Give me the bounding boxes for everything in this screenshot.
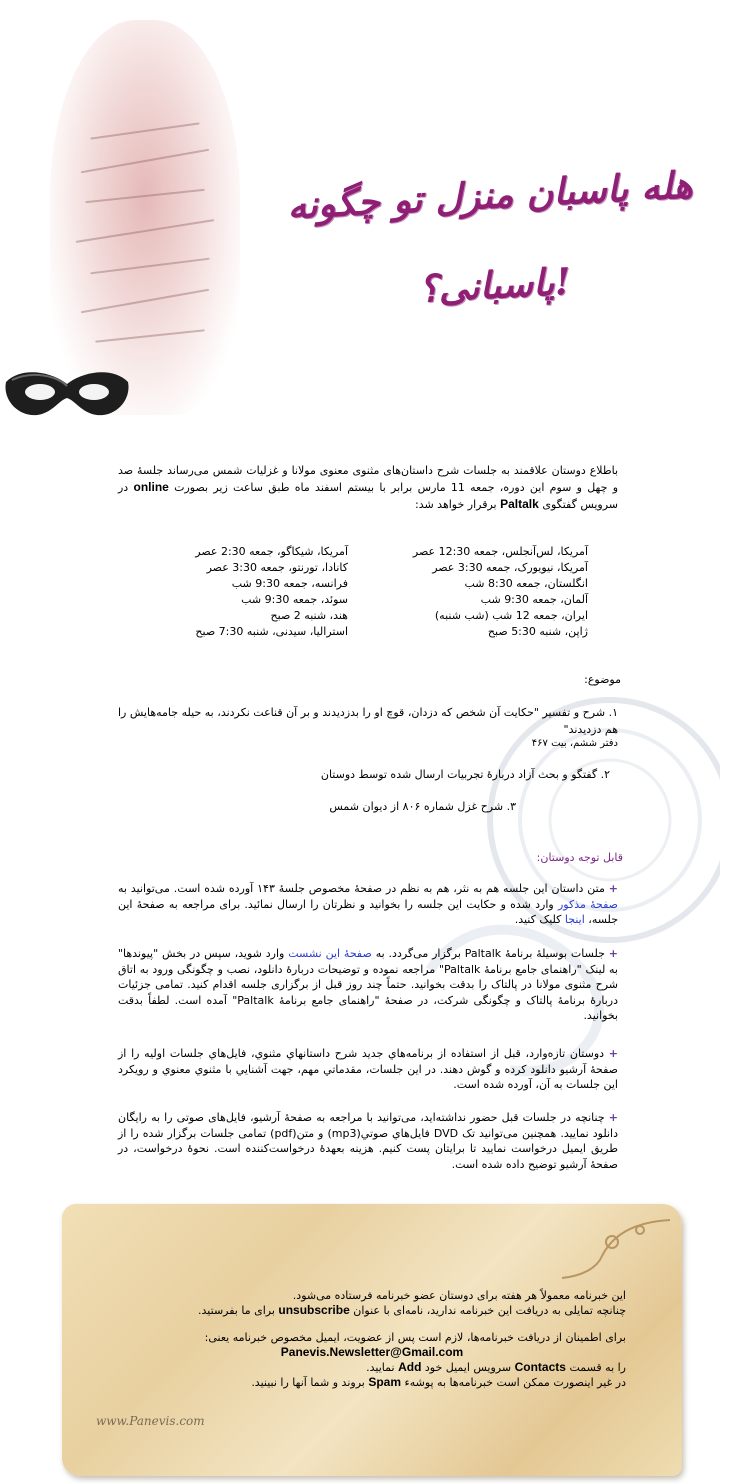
topic-item-1-reference: دفتر ششم، بیت ۴۶۷ [531,738,618,749]
footer-line-4: را به قسمت Contacts سرویس ایمیل خود Add نمایید. [366,1360,626,1374]
footer-line-5: در غیر اینصورت ممکن است خبرنامه‌ها به پوشهء Spam بروند و شما آنها را نبینید. [251,1375,626,1389]
footer-line-2: چنانچه تمایلی به دریافت این خبرنامه ندارید، نامه‌ای با عنوان unsubscribe برای ما بفرستید. [198,1303,626,1317]
topic-item-2: ۲. گفتگو و بحث آزاد دربارهٔ تجربیات ارسال شده توسط دوستان [320,768,610,781]
newsletter-email[interactable]: Panevis.Newsletter@Gmail.com [280,1345,464,1359]
schedule-row: آمریکا، نیویورک، جمعه 3:30 عصر [432,561,588,574]
plus-icon: + [608,882,619,895]
session-page-link[interactable]: صفحهٔ مذکور [557,897,619,911]
here-link[interactable]: اینجا [564,913,585,926]
schedule-column-left [118,544,348,640]
note-item-3: + دوستان تازه‌وارد، قبل از استفاده از برنامه‌هاي جديد شرح داستانهاي مثنوي، فايل‌هاي جلسات اوليه را از صفحهٔ آرشيو دانلود کرده و گوش دهند. در اين جلسات، مقدماتي مهم، جهت آشنايي با مثنوي معنوي و رويکرد اين جلسات به آن، آورده شده است. [118,1047,619,1091]
topic-item-3: ۳. شرح غزل شماره ۸۰۶ از دیوان شمس [329,800,516,813]
mask-icon [2,362,132,424]
schedule-row: هند، شنبه 2 صبح [270,609,348,622]
corner-ornament-icon [552,1216,672,1286]
schedule-row: آمریکا، لس‌آنجلس، جمعه 12:30 عصر [412,545,588,558]
note-item-4: + چنانچه در جلسات قبل حضور نداشته‌اید، می‌توانید با مراجعه به صفحهٔ آرشیو، فایل‌های صوتی را به رایگان دانلود نمایید. همچنین می‌توانید تک DVD فایل‌هاي صوتي(mp3) و متن(pdf) تمامی جلسات برگزار شده را از طریق ایمیل درخواست نمایید تا برایتان پست کنیم. هزینه بعهدهٔ درخواست‌کننده است. نحوهٔ درخواست، در صفحهٔ آرشیو توضیح داده شده است. [118,1111,618,1171]
schedule-row: فرانسه، جمعه 9:30 شب [231,577,348,590]
intro-paragraph: باطلاع دوستان علاقمند به جلسات شرح داستان‌های مثنوی معنوی مولانا و غزلیات شمس می‌رساند جلسهٔ صد و چهل و سوم این دوره، جمعه 11 مارس برابر با بیستم اسفند ماه طبق ساعت زیر بصورت online در سرویس گفتگوی Paltalk برقرار خواهد شد: [118,464,619,511]
hero-banner [0,0,738,440]
plus-icon: + [608,1111,618,1124]
schedule-row: آلمان، جمعه 9:30 شب [480,593,588,606]
schedule-row: سوئد، جمعه 9:30 شب [241,593,348,606]
page-title: هله پاسبان منزل تو چگونه پاسبانی؟! [286,162,694,311]
schedule-column-right [358,544,588,640]
notes-heading: قابل توجه دوستان: [536,851,623,864]
topics-heading: موضوع: [584,673,621,686]
calligraphy-decoration [50,20,240,415]
note-item-2: + جلسات بوسیلهٔ برنامهٔ Paltalk برگزار می‌گردد. به صفحهٔ این نشست وارد شوید، سپس در بخش "پیوندها" به لینک "راهنمای جامع برنامهٔ Paltalk" مراجعه نموده و توضیحات دربارهٔ دانلود، نصب و چگونگی ورود به اتاق شرح مثنوی مولانا در پالتاک را بدقت بخوانید. حتماً چند روز قبل از برگزاری جلسه اقدام کنید. تمامی جزئیات دربارهٔ برنامهٔ پالتاک و چگونگی شرکت، در صفحهٔ "راهنمای جامع برنامهٔ Paltalk" آمده است. لطفاً بدقت بخوانید. [118,947,618,1022]
newsletter-footer-text [118,1288,626,1390]
schedule-row: استرالیا، سیدنی، شنبه 7:30 صبح [195,625,348,638]
schedule-row: آمریکا، شیکاگو، جمعه 2:30 عصر [195,545,348,558]
schedule-row: انگلستان، جمعه 8:30 شب [464,577,588,590]
footer-line-3: برای اطمینان از دریافت خبرنامه‌ها، لازم است پس از عضویت، ایمیل مخصوص خبرنامه یعنی: [204,1331,626,1344]
unsubscribe-keyword: unsubscribe [278,1303,350,1317]
plus-icon: + [608,947,618,960]
note-item-1: + متن داستان این جلسه هم به نثر، هم به نظم در صفحهٔ مخصوص جلسهٔ ۱۴۳ آورده شده است. می‌توانید به صفحهٔ مذکور وارد شده و حکایت این جلسه را بخوانید و نظرتان را ارسال نمائید. برای مراجعه به صفحهٔ این جلسه، اینجا کلیک کنید. [118,882,619,926]
plus-icon: + [608,1047,619,1060]
schedule-row: ژاپن، شنبه 5:30 صبح [487,625,588,638]
footer-line-1: این خبرنامه معمولاً هر هفته برای دوستان عضو خبرنامه فرستاده می‌شود. [292,1289,626,1302]
site-url-link[interactable]: www.Panevis.com [96,1414,205,1428]
topic-item-1: ۱. شرح و تفسیر "حکایت آن شخص که دزدان، قوچ او را بدزدیدند و بر آن قناعت نکردند، به حیله جامه‌هایش را هم دزدیدند" [118,706,618,736]
schedule-row: ایران، جمعه 12 شب (شب شنبه) [434,609,588,622]
session-room-link[interactable]: صفحهٔ این نشست [288,947,372,960]
schedule-row: کانادا، تورنتو، جمعه 3:30 عصر [206,561,348,574]
